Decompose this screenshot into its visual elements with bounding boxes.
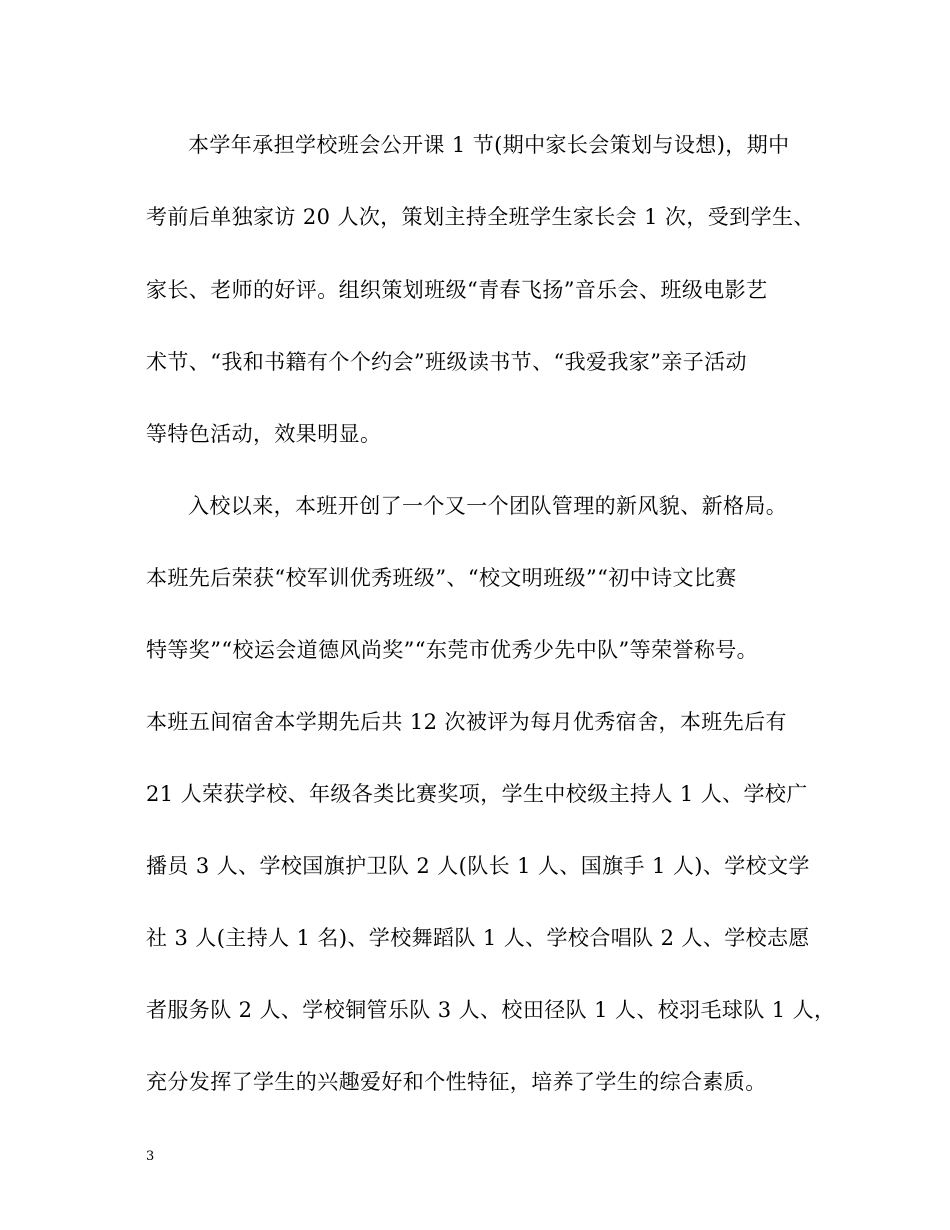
page-number: 3 xyxy=(146,1149,155,1164)
paragraph-1-line-5: 等特色活动，效果明显。 xyxy=(146,422,382,446)
paragraph-2-line-7: 社 3 人(主持人 1 名)、学校舞蹈队 1 人、学校合唱队 2 人、学校志愿 xyxy=(146,926,810,950)
paragraph-1-line-1: 本学年承担学校班会公开课 1 节(期中家长会策划与设想)，期中 xyxy=(188,133,790,157)
paragraph-1-line-4: 术节、“我和书籍有个个约会”班级读书节、“我爱我家”亲子活动 xyxy=(146,350,747,374)
paragraph-2-line-9: 充分发挥了学生的兴趣爱好和个性特征，培养了学生的综合素质。 xyxy=(146,1070,767,1094)
paragraph-2-line-3: 特等奖”“校运会道德风尚奖”“东莞市优秀少先中队”等荣誉称号。 xyxy=(146,638,759,662)
paragraph-2-line-5: 21 人荣获学校、年级各类比赛奖项，学生中校级主持人 1 人、学校广 xyxy=(146,782,808,806)
paragraph-2-line-4: 本班五间宿舍本学期先后共 12 次被评为每月优秀宿舍，本班先后有 xyxy=(146,710,787,734)
paragraph-1-line-3: 家长、老师的好评。组织策划班级“青春飞扬”音乐会、班级电影艺 xyxy=(146,278,768,302)
paragraph-1-line-2: 考前后单独家访 20 人次，策划主持全班学生家长会 1 次，受到学生、 xyxy=(146,205,815,229)
paragraph-2-line-2: 本班先后荣获“校军训优秀班级”、“校文明班级”“初中诗文比赛 xyxy=(146,566,737,590)
paragraph-2-line-1: 入校以来，本班开创了一个又一个团队管理的新风貌、新格局。 xyxy=(188,494,788,518)
paragraph-2-line-8: 者服务队 2 人、学校铜管乐队 3 人、校田径队 1 人、校羽毛球队 1 人， xyxy=(146,998,836,1022)
paragraph-2-line-6: 播员 3 人、学校国旗护卫队 2 人(队长 1 人、国旗手 1 人)、学校文学 xyxy=(146,854,810,878)
